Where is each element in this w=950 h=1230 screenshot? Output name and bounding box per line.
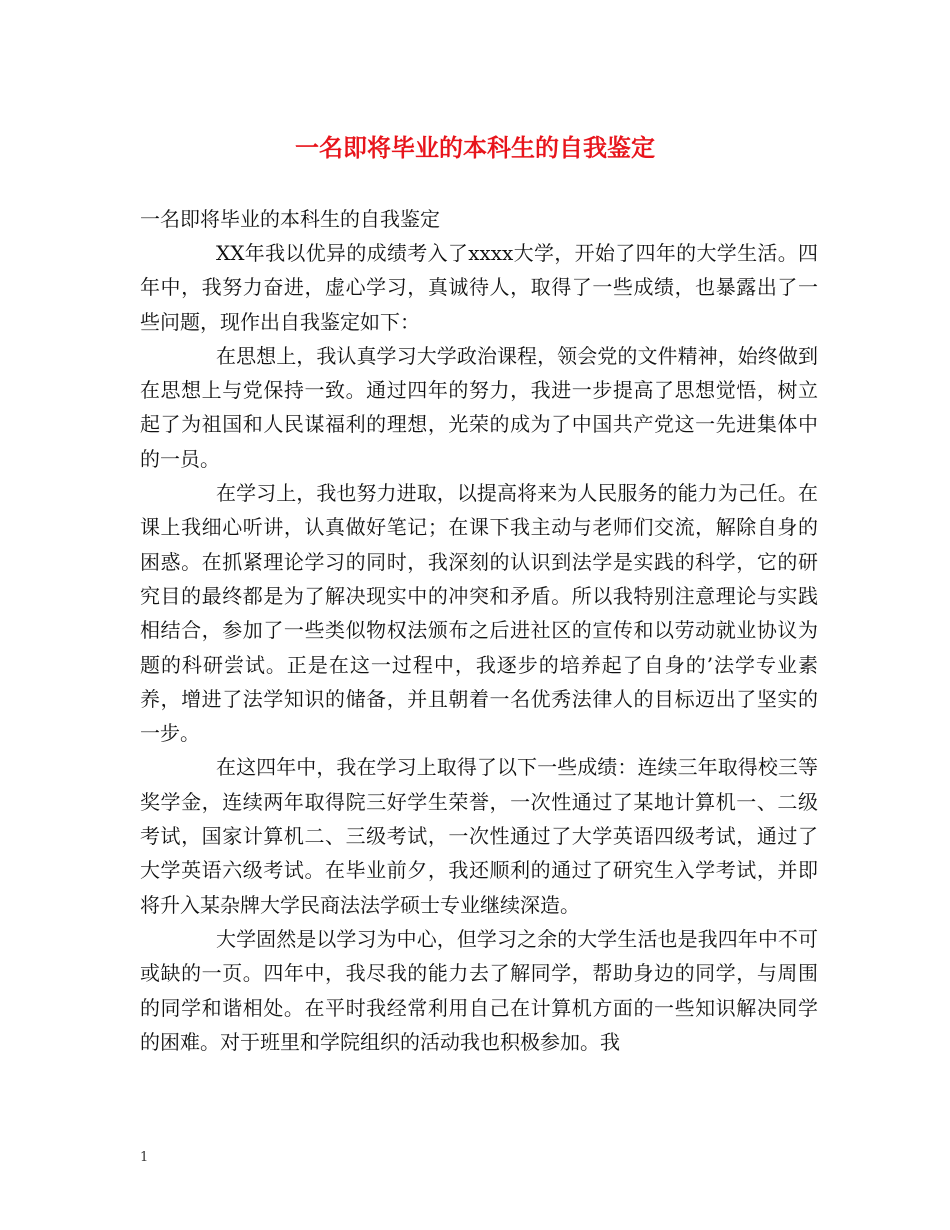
- document-body: [140, 202, 818, 1059]
- document-subtitle: 一名即将毕业的本科生的自我鉴定: [140, 207, 440, 231]
- paragraph-ideology: 在思想上，我认真学习大学政治课程，领会党的文件精神，始终做到在思想上与党保持一致。通过四年的努力，我进一步提高了思想觉悟，树立起了为祖国和人民谋福利的理想，光荣的成为了中国共产党这一先进集体中的一员。: [140, 343, 818, 471]
- document-title: 一名即将毕业的本科生的自我鉴定: [295, 134, 655, 162]
- page-number: 1: [140, 1150, 149, 1165]
- paragraph-study: 在学习上，我也努力进取，以提高将来为人民服务的能力为己任。在课上我细心听讲，认真做好笔记；在课下我主动与老师们交流，解除自身的困惑。在抓紧理论学习的同时，我深刻的认识到法学是实践的科学，它的研究目的最终都是为了解决现实中的冲突和矛盾。所以我特别注意理论与实践相结合，参加了一些类似物权法颁布之后进社区的宣传和以劳动就业协议为题的科研尝试。正是在这一过程中，我逐步的培养起了自身的’法学专业素养，增进了法学知识的储备，并且朝着一名优秀法律人的目标迈出了坚实的一步。: [140, 481, 818, 746]
- paragraph-intro: XX年我以优异的成绩考入了xxxx大学，开始了四年的大学生活。四年中，我努力奋进，虚心学习，真诚待人，取得了一些成绩，也暴露出了一些问题，现作出自我鉴定如下：: [140, 241, 818, 334]
- paragraph-campus-life: 大学固然是以学习为中心，但学习之余的大学生活也是我四年中不可或缺的一页。四年中，我尽我的能力去了解同学，帮助身边的同学，与周围的同学和谐相处。在平时我经常利用自己在计算机方面的一些知识解决同学的困难。对于班里和学院组织的活动我也积极参加。我: [140, 926, 818, 1054]
- paragraph-achievements: 在这四年中，我在学习上取得了以下一些成绩：连续三年取得校三等奖学金，连续两年取得院三好学生荣誉，一次性通过了某地计算机一、二级考试，国家计算机二、三级考试，一次性通过了大学英语四级考试，通过了大学英语六级考试。在毕业前夕，我还顺利的通过了研究生入学考试，并即将升入某杂牌大学民商法法学硕士专业继续深造。: [140, 755, 818, 917]
